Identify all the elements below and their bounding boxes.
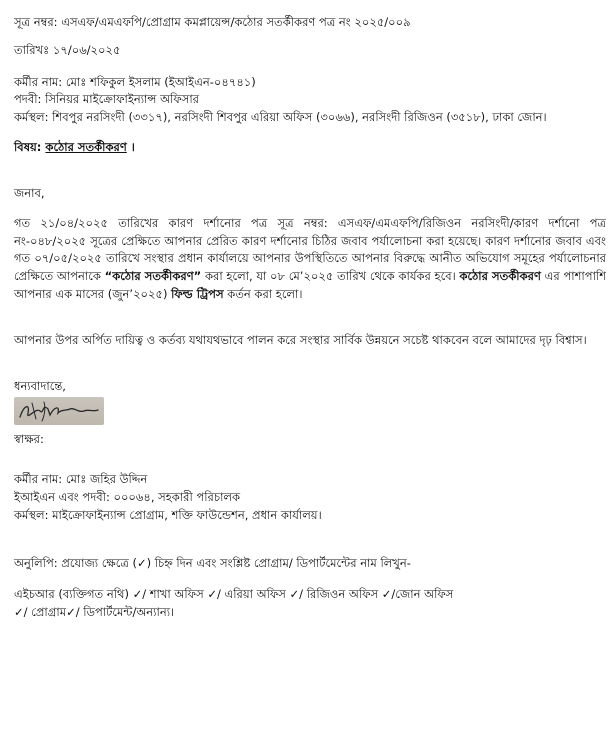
signature-image xyxy=(14,397,104,425)
signature-label: স্বাক্ষর: xyxy=(14,432,44,447)
subject-end: । xyxy=(126,140,135,155)
body-text-3: এর পাশাপাশি আপনার এক মাসের (জুন’২০২৫) xyxy=(14,269,606,301)
copy-distribution xyxy=(14,555,606,622)
cc-recipients-line-2: ✓/ প্রোগ্রাম✓/ ডিপার্টমেন্ট/অন্যান্য। xyxy=(14,605,175,620)
signer-ein-designation: ইআইএন এবং পদবী: ০০০৬৪, সহকারী পরিচালক xyxy=(14,490,241,504)
employee-name: কর্মীর নাম: মোঃ শফিকুল ইসলাম (ইআইএন-০৪৭৪১) xyxy=(14,74,256,89)
employee-info xyxy=(14,74,606,127)
letter-document xyxy=(14,14,606,622)
body-bold-3: ফিল্ড ট্রিপস xyxy=(171,286,224,301)
cc-recipients-line-1: এইচআর (ব্যক্তিগত নথি) ✓/ শাখা অফিস ✓/ এরিয়া অফিস ✓/ রিজিওন অফিস ✓/জোন অফিস xyxy=(14,587,454,602)
thanks-line: ধন্যবাদান্তে, xyxy=(14,378,66,393)
body-text-1: গত ২১/০৪/২০২৫ তারিখের কারণ দর্শানোর পত্র সূত্র নম্বর: এসএফ/এমএফপি/রিজিওন নরসিংদী/কারণ দর্শানো পত্র নং-০৪৮/২০২৫ সূত্রের প্রেক্ষিতে আপনার প্রেরিত কারণ দর্শানোর চিঠির জবাব পর্যালোচনা করা হয়েছে। কারণ দর্শানোর জবাব এবং গত ০৭/০৫/২০২৫ তারিখে সংস্থার প্রধান কার্যালয়ে আপনার উপস্থিতিতে আপনার বিরুদ্ধে আনীত অভিযোগ সমূহের পর্যালোচনার প্রেক্ষিতে আপনাকে xyxy=(14,215,606,284)
reference-number: সূত্র নম্বর: এসএফ/এমএফপি/প্রোগ্রাম কমপ্লায়েন্স/কঠোর সতর্কীকরণ পত্র নং ২০২৫/০০৯ xyxy=(14,15,411,29)
body-bold-2: কঠোর সতর্কীকরণ xyxy=(459,269,541,284)
body-paragraph xyxy=(14,215,606,304)
employee-workplace: কর্মস্থল: শিবপুর নরসিংদী (৩৩১৭), নরসিংদী শিবপুর এরিয়া অফিস (৩০৬৬), নরসিংদী রিজিওন (৩৫১৮), ঢাকা জোন। xyxy=(14,110,547,125)
letter-date: তারিখঃ ১৭/০৬/২০২৫ xyxy=(14,42,121,57)
employee-designation: পদবী: সিনিয়র মাইক্রোফাইন্যান্স অফিসার xyxy=(14,92,200,107)
body-text-2: করা হলো, যা ০৮ মে’২০২৫ তারিখ থেকে কার্যকর হবে। xyxy=(201,269,460,284)
salutation: জনাব, xyxy=(14,185,45,200)
signer-workplace: কর্মস্থল: মাইক্রোফাইন্যান্স প্রোগ্রাম, শক্তি ফাউন্ডেশন, প্রধান কার্যালয়। xyxy=(14,507,322,522)
body-bold-1: “কঠোর সতর্কীকরণ” xyxy=(104,269,202,284)
cc-instruction: অনুলিপি: প্রযোজ্য ক্ষেত্রে (✓) চিহ্ন দিন এবং সংশ্লিষ্ট প্রোগ্রাম/ ডিপার্টমেন্টের নাম লিখুন- xyxy=(14,555,411,570)
subject-label: বিষয়: xyxy=(14,140,46,155)
body-text-4: কর্তন করা হলো। xyxy=(223,286,303,301)
signature-scribble xyxy=(14,397,104,425)
signer-name: কর্মীর নাম: মোঃ জহির উদ্দিন xyxy=(14,472,148,487)
signer-info xyxy=(14,471,606,524)
subject-line xyxy=(14,139,606,157)
subject-text: কঠোর সতর্কীকরণ xyxy=(45,140,127,155)
closing-paragraph: আপনার উপর অর্পিত দায়িত্ব ও কর্তব্য যথাযথভাবে পালন করে সংস্থার সার্বিক উন্নয়নে সচেষ্ট থাকবেন বলে আমাদের দৃঢ় বিশ্বাস। xyxy=(14,332,587,347)
